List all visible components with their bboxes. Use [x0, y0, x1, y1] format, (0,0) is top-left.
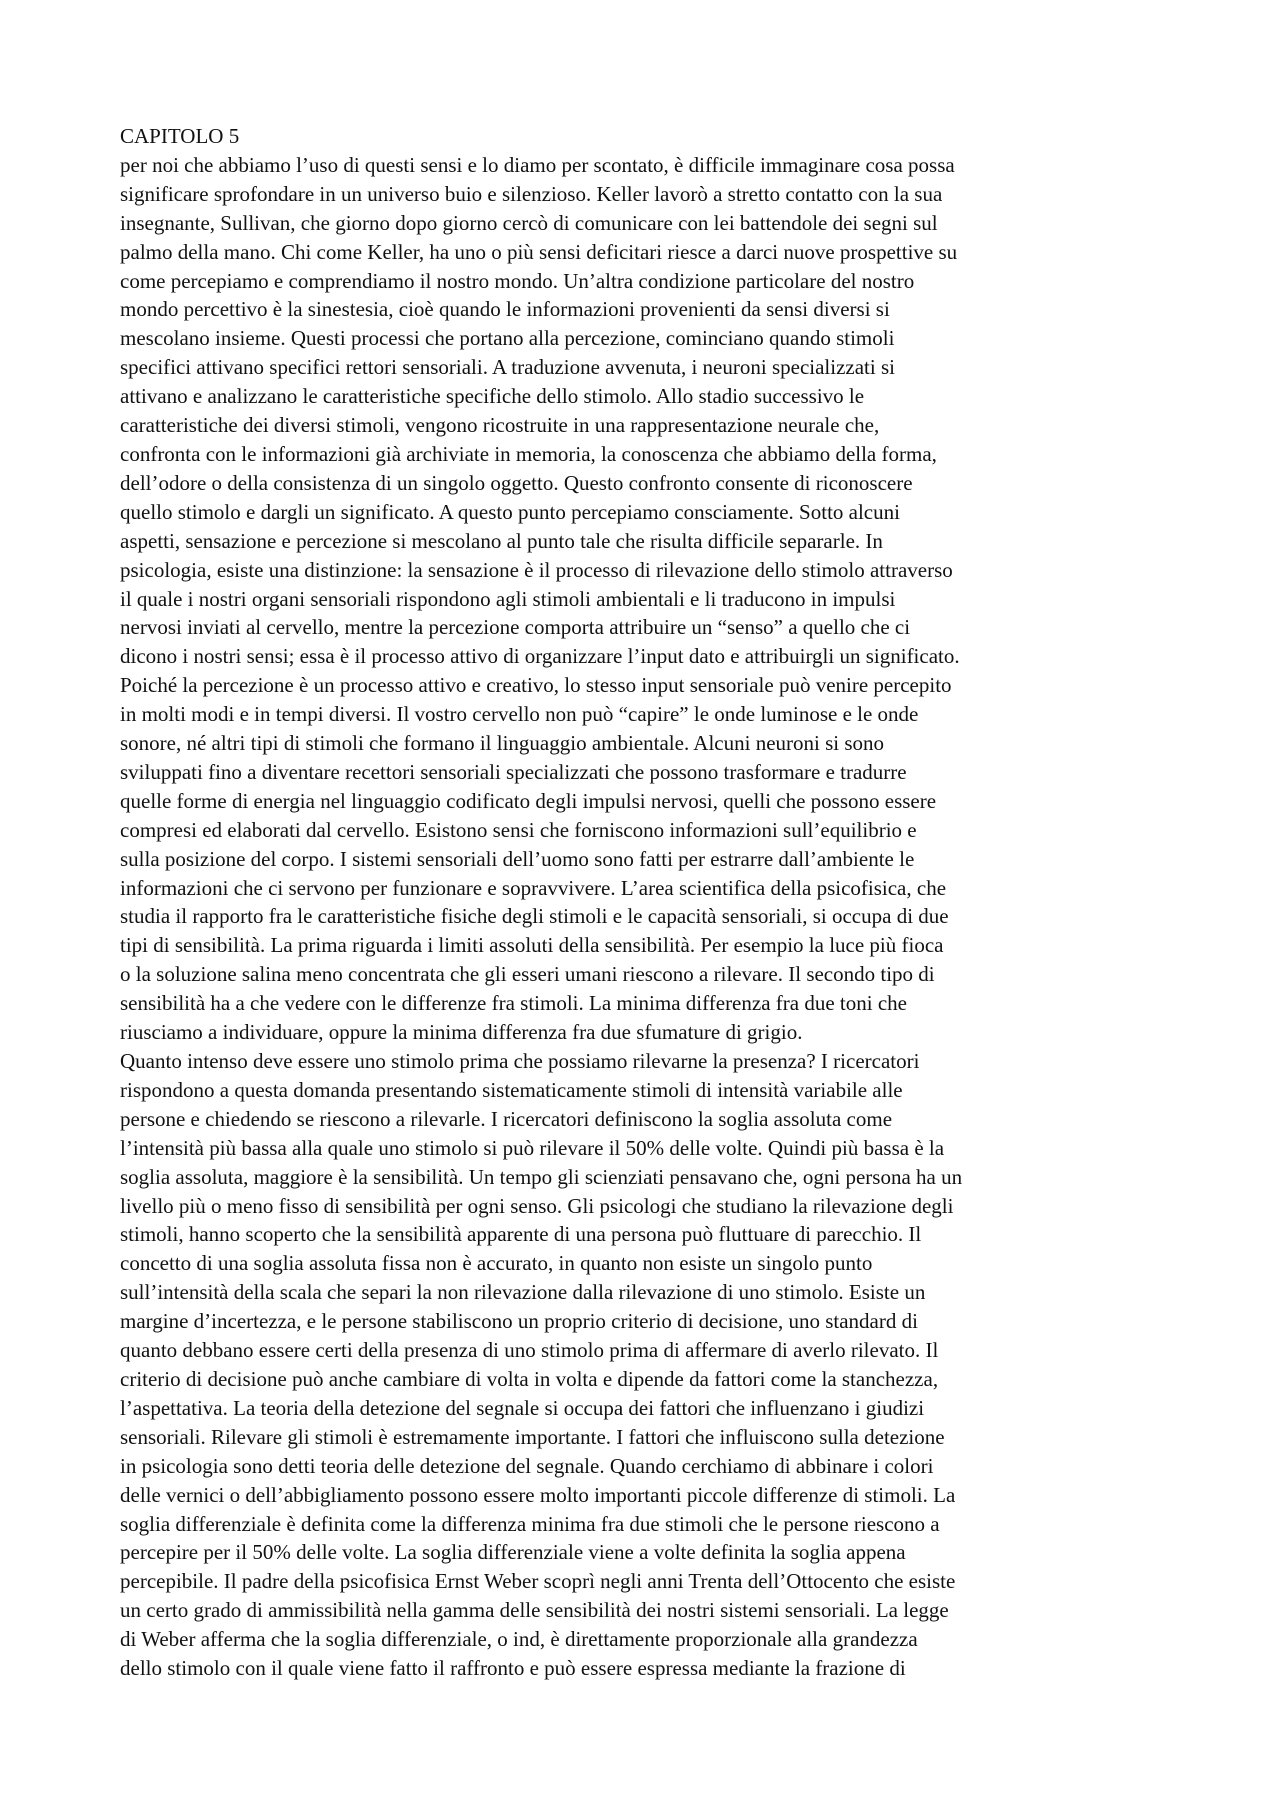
text-line: confronta con le informazioni già archiviate in memoria, la conoscenza che abbiamo della forma, [120, 441, 937, 466]
text-line: quelle forme di energia nel linguaggio codificato degli impulsi nervosi, quelli che possono essere [120, 788, 937, 813]
text-line: tipi di sensibilità. La prima riguarda i limiti assoluti della sensibilità. Per esempio la luce più fioca [120, 933, 944, 958]
text-line: psicologia, esiste una distinzione: la sensazione è il processo di rilevazione dello stimolo attraverso [120, 557, 953, 582]
text-line: Quanto intenso deve essere uno stimolo prima che possiamo rilevarne la presenza? I ricercatori [120, 1049, 920, 1073]
text-line: riusciamo a individuare, oppure la minima differenza fra due sfumature di grigio. [120, 1020, 803, 1045]
text-line: il quale i nostri organi sensoriali rispondono agli stimoli ambientali e li traducono in impulsi [120, 586, 896, 611]
text-line: dell’odore o della consistenza di un singolo oggetto. Questo confronto consente di riconoscere [120, 470, 913, 495]
text-line: palmo della mano. Chi come Keller, ha uno o più sensi deficitari riesce a darci nuove prospettive su [120, 239, 958, 264]
text-line: sensoriali. Rilevare gli stimoli è estremamente importante. I fattori che influiscono sulla detezione [120, 1424, 945, 1449]
text-line: Poiché la percezione è un processo attivo e creativo, lo stesso input sensoriale può venire percepito [120, 673, 952, 698]
text-line: soglia differenziale è definita come la differenza minima fra due stimoli che le persone riescono a [120, 1511, 940, 1536]
text-line: in psicologia sono detti teoria delle detezione del segnale. Quando cerchiamo di abbinare i colori [120, 1453, 934, 1478]
text-line: percepire per il 50% delle volte. La soglia differenziale viene a volte definita la soglia appena [120, 1540, 906, 1565]
text-line: caratteristiche dei diversi stimoli, vengono ricostruite in una rappresentazione neurale che, [120, 413, 880, 438]
text-line: dicono i nostri sensi; essa è il processo attivo di organizzare l’input dato e attribuirgli un significato. [120, 644, 960, 669]
text-line: l’intensità più bassa alla quale uno stimolo si può rilevare il 50% delle volte. Quindi più bassa è la [120, 1135, 945, 1160]
text-line: mescolano insieme. Questi processi che portano alla percezione, cominciano quando stimoli [120, 326, 895, 351]
text-line: studia il rapporto fra le caratteristiche fisiche degli stimoli e le capacità sensoriali, si occupa di due [120, 904, 949, 929]
text-line: aspetti, sensazione e percezione si mescolano al punto tale che risulta difficile separarle. In [120, 528, 883, 553]
text-line: sulla posizione del corpo. I sistemi sensoriali dell’uomo sono fatti per estrarre dall’ambiente le [120, 846, 915, 871]
text-line: un certo grado di ammissibilità nella gamma delle sensibilità dei nostri sistemi sensoriali. La legge [120, 1598, 949, 1623]
paragraphs-container [120, 151, 1165, 1683]
text-line: criterio di decisione può anche cambiare di volta in volta e dipende da fattori come la stanchezza, [120, 1366, 939, 1391]
text-line: soglia assoluta, maggiore è la sensibilità. Un tempo gli scienziati pensavano che, ogni persona ha un [120, 1164, 963, 1189]
text-line: o la soluzione salina meno concentrata che gli esseri umani riescono a rilevare. Il secondo tipo di [120, 962, 935, 987]
text-line: l’aspettativa. La teoria della detezione del segnale si occupa dei fattori che influenzano i giudizi [120, 1395, 925, 1420]
text-line: di Weber afferma che la soglia differenziale, o ind, è direttamente proporzionale alla grandezza [120, 1627, 918, 1652]
text-line: informazioni che ci servono per funzionare e sopravvivere. L’area scientifica della psicofisica, che [120, 875, 947, 900]
text-line: quello stimolo e dargli un significato. A questo punto percepiamo consciamente. Sotto alcuni [120, 499, 900, 524]
text-line: sonore, né altri tipi di stimoli che formano il linguaggio ambientale. Alcuni neuroni si sono [120, 731, 885, 756]
text-line: specifici attivano specifici rettori sensoriali. A traduzione avvenuta, i neuroni specializzati si [120, 355, 895, 380]
text-line: nervosi inviati al cervello, mentre la percezione comporta attribuire un “senso” a quello che ci [120, 615, 911, 640]
document-body [120, 122, 1165, 1683]
text-line: rispondono a questa domanda presentando sistematicamente stimoli di intensità variabile alle [120, 1077, 903, 1102]
text-line: compresi ed elaborati dal cervello. Esistono sensi che forniscono informazioni sull’equilibrio e [120, 817, 917, 842]
text-line: persone e chiedendo se riescono a rilevarle. I ricercatori definiscono la soglia assoluta come [120, 1106, 893, 1131]
chapter-heading: CAPITOLO 5 [120, 124, 240, 148]
text-line: percepibile. Il padre della psicofisica Ernst Weber scoprì negli anni Trenta dell’Ottocento che esiste [120, 1569, 956, 1594]
text-line: sull’intensità della scala che separi la non rilevazione dalla rilevazione di uno stimolo. Esiste un [120, 1280, 926, 1305]
text-line: quanto debbano essere certi della presenza di uno stimolo prima di affermare di averlo rilevato. Il [120, 1338, 939, 1363]
paragraph [120, 151, 1165, 1047]
text-line: margine d’incertezza, e le persone stabiliscono un proprio criterio di decisione, uno standard di [120, 1309, 918, 1334]
text-line: insegnante, Sullivan, che giorno dopo giorno cercò di comunicare con lei battendole dei segni sul [120, 210, 938, 235]
text-line: come percepiamo e comprendiamo il nostro mondo. Un’altra condizione particolare del nostro [120, 268, 915, 293]
text-line: stimoli, hanno scoperto che la sensibilità apparente di una persona può fluttuare di parecchio. Il [120, 1222, 922, 1247]
text-line: mondo percettivo è la sinestesia, cioè quando le informazioni provenienti da sensi diversi si [120, 297, 890, 322]
text-line: attivano e analizzano le caratteristiche specifiche dello stimolo. Allo stadio successivo le [120, 384, 865, 409]
text-line: concetto di una soglia assoluta fissa non è accurato, in quanto non esiste un singolo punto [120, 1251, 873, 1276]
text-line: dello stimolo con il quale viene fatto il raffronto e può essere espressa mediante la frazione di [120, 1656, 906, 1681]
text-line: livello più o meno fisso di sensibilità per ogni senso. Gli psicologi che studiano la rilevazione degli [120, 1193, 954, 1218]
paragraph [120, 1047, 1165, 1683]
text-line: sviluppati fino a diventare recettori sensoriali specializzati che possono trasformare e tradurre [120, 759, 907, 784]
text-line: significare sprofondare in un universo buio e silenzioso. Keller lavorò a stretto contatto con la sua [120, 181, 943, 206]
text-line: per noi che abbiamo l’uso di questi sensi e lo diamo per scontato, è difficile immaginare cosa possa [120, 152, 955, 177]
text-line: sensibilità ha a che vedere con le differenze fra stimoli. La minima differenza fra due toni che [120, 991, 907, 1016]
text-line: in molti modi e in tempi diversi. Il vostro cervello non può “capire” le onde luminose e le onde [120, 702, 919, 727]
text-line: delle vernici o dell’abbigliamento possono essere molto importanti piccole differenze di stimoli. La [120, 1482, 956, 1507]
